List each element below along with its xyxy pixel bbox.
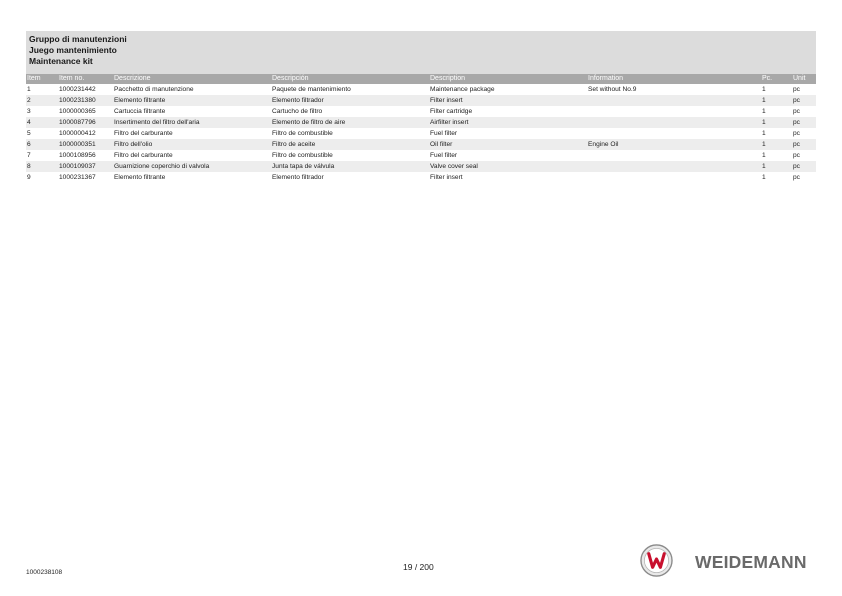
table-row [26,139,816,150]
table-cell: 1000087796 [58,117,113,128]
title-spanish: Juego mantenimiento [29,45,117,55]
table-cell: 8 [26,161,58,172]
table-body [26,84,816,183]
column-header-descripcion: Descripción [271,74,429,84]
table-row [26,128,816,139]
table-cell [587,106,761,117]
table-cell: Filtro dell'olio [113,139,271,150]
table-cell: Filtro del carburante [113,150,271,161]
table-cell [587,172,761,183]
title-italian: Gruppo di manutenzioni [29,34,127,44]
table-cell: 1000000412 [58,128,113,139]
table-header-row [26,74,816,84]
title-english: Maintenance kit [29,56,93,66]
column-header-information: Information [587,74,761,84]
table-cell: Insertimento del filtro dell'aria [113,117,271,128]
table-cell: Engine Oil [587,139,761,150]
table-cell: 1 [761,106,792,117]
table-cell: pc [792,139,816,150]
table-cell: 1000109037 [58,161,113,172]
table-cell: 1 [761,150,792,161]
table-row [26,161,816,172]
table-row [26,172,816,183]
table-cell: Oil filter [429,139,587,150]
table-cell: 7 [26,150,58,161]
table-cell: Fuel filter [429,150,587,161]
table-cell: 1 [26,84,58,95]
table-cell: Filtro de combustible [271,128,429,139]
table-cell [587,117,761,128]
table-cell: Airfilter insert [429,117,587,128]
table-row [26,84,816,95]
table-cell: 5 [26,128,58,139]
table-cell: 6 [26,139,58,150]
table-row [26,150,816,161]
table-cell [587,95,761,106]
document-number: 1000238108 [26,569,63,576]
table-cell: pc [792,117,816,128]
table-cell: Filtro de combustible [271,150,429,161]
table-cell: 2 [26,95,58,106]
column-header-pc: Pc. [761,74,792,84]
table-cell: Valve cover seal [429,161,587,172]
table-cell: Elemento filtrador [271,95,429,106]
column-header-descrizione: Descrizione [113,74,271,84]
table-row [26,117,816,128]
table-cell: 1 [761,139,792,150]
table-cell: 1 [761,95,792,106]
table-cell: Filter cartridge [429,106,587,117]
table-cell: pc [792,128,816,139]
table-cell: Paquete de mantenimiento [271,84,429,95]
table-cell: 1000108956 [58,150,113,161]
table-cell: Elemento filtrante [113,172,271,183]
title-block [26,31,816,74]
table-cell: pc [792,150,816,161]
table-cell: Set without No.9 [587,84,761,95]
table-row [26,95,816,106]
table-cell: 1 [761,128,792,139]
table-cell: Pacchetto di manutenzione [113,84,271,95]
table-cell: 4 [26,117,58,128]
table-row [26,106,816,117]
table-cell: Filter insert [429,172,587,183]
table-cell: Cartucho de filtro [271,106,429,117]
column-header-unit: Unit [792,74,816,84]
table-cell: Filtro del carburante [113,128,271,139]
parts-table [26,74,816,183]
page-number: 19 / 200 [403,562,434,572]
table-cell: 1 [761,172,792,183]
table-cell: 1000000365 [58,106,113,117]
table-cell: Maintenance package [429,84,587,95]
table-cell: 1 [761,161,792,172]
weidemann-w-logo-icon [640,544,673,577]
column-header-item-no: Item no. [58,74,113,84]
table-cell: Guarnizione coperchio di valvola [113,161,271,172]
table-cell: Elemento filtrante [113,95,271,106]
table-cell [587,128,761,139]
table-cell: pc [792,84,816,95]
table-cell: Fuel filter [429,128,587,139]
brand-name: WEIDEMANN [695,552,807,572]
table-cell: 3 [26,106,58,117]
table-cell: Junta tapa de válvula [271,161,429,172]
table-cell: Elemento de filtro de aire [271,117,429,128]
table-cell [587,161,761,172]
table-cell: pc [792,172,816,183]
table-cell: Cartuccia filtrante [113,106,271,117]
column-header-item: Item [26,74,58,84]
table-cell [587,150,761,161]
table-cell: Elemento filtrador [271,172,429,183]
table-cell: 1000231367 [58,172,113,183]
table-cell: pc [792,161,816,172]
table-cell: pc [792,95,816,106]
table-cell: 1000231442 [58,84,113,95]
column-header-description: Description [429,74,587,84]
table-cell: 1000000351 [58,139,113,150]
table-cell: 1 [761,84,792,95]
table-cell: Filter insert [429,95,587,106]
table-cell: Filtro de aceite [271,139,429,150]
table-cell: 9 [26,172,58,183]
table-cell: 1000231380 [58,95,113,106]
table-cell: 1 [761,117,792,128]
table-cell: pc [792,106,816,117]
